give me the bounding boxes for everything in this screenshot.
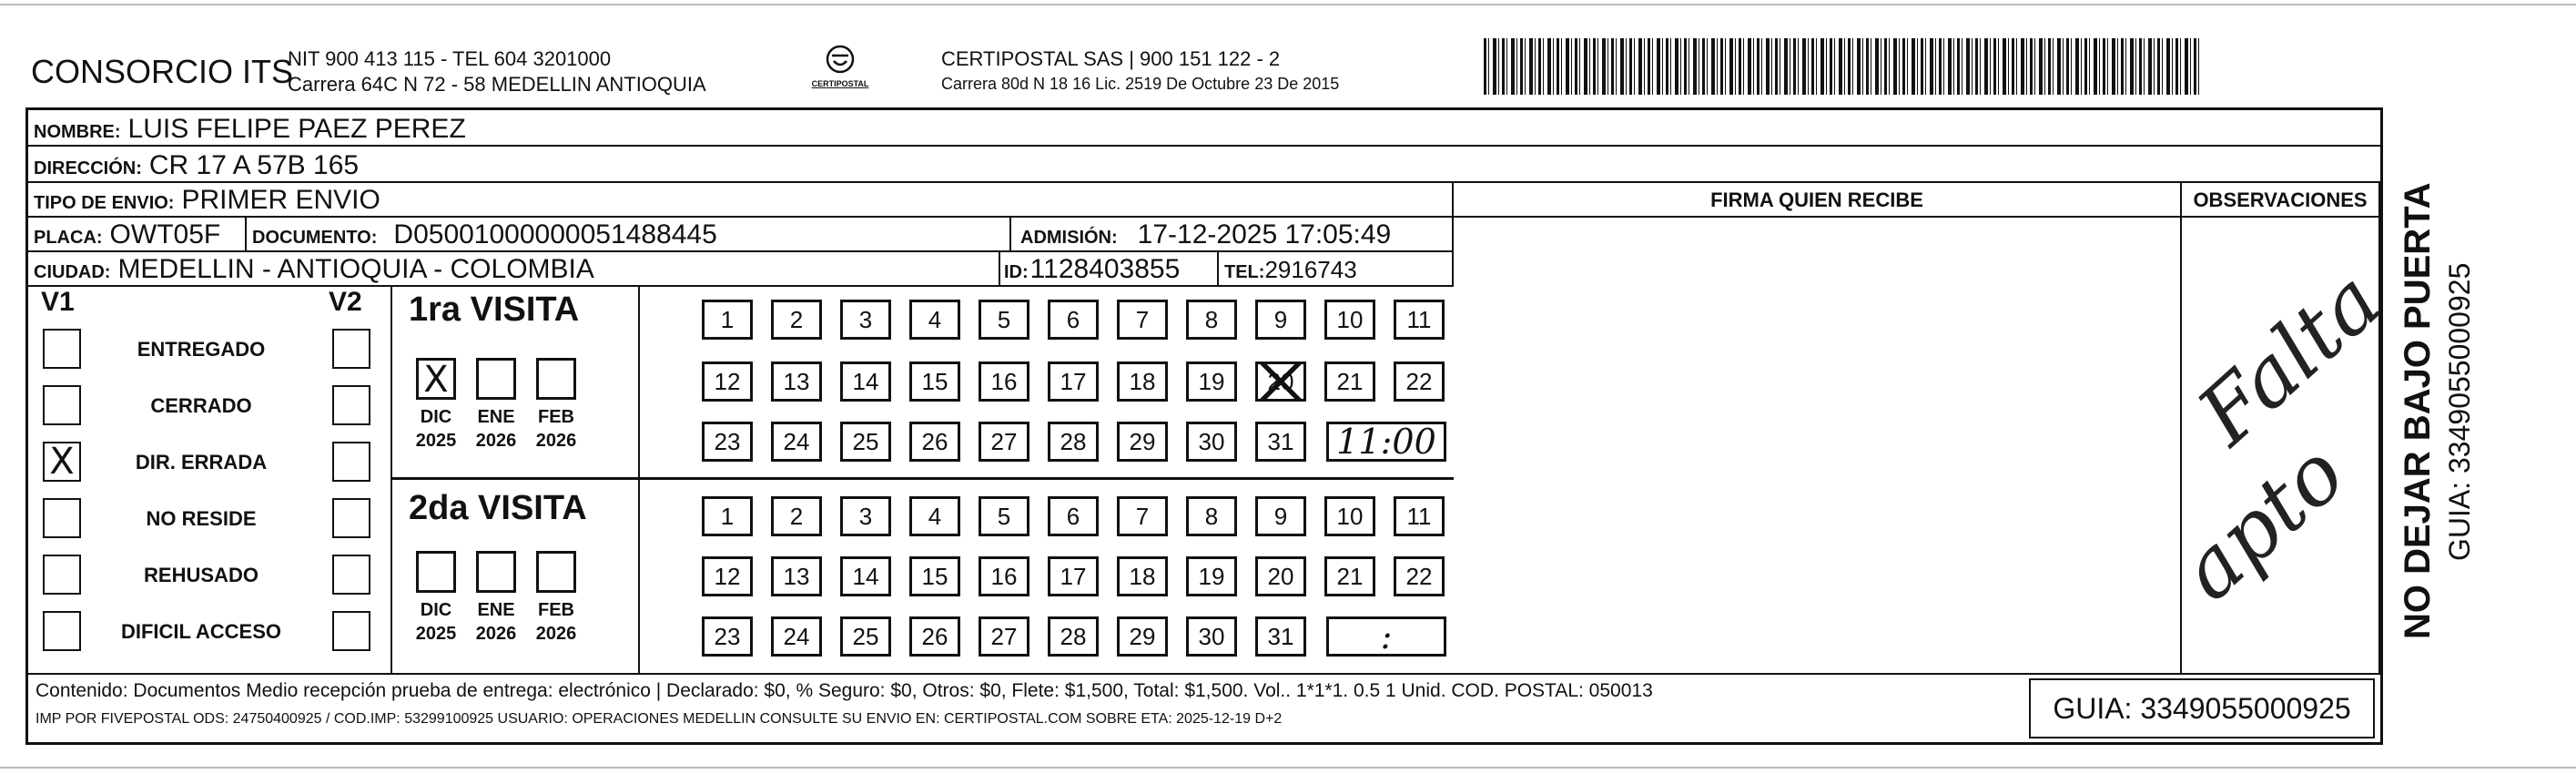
day-box[interactable]: 24 [771, 616, 822, 657]
month-label: ENE [477, 600, 515, 620]
day-box[interactable]: 1 [702, 496, 753, 536]
month-year: 2025 [415, 624, 457, 644]
day-box[interactable]: 19 [1186, 362, 1237, 402]
tipo-label: TIPO DE ENVIO: [34, 193, 175, 213]
day-box[interactable]: 27 [979, 422, 1029, 462]
v1-checkbox[interactable] [43, 555, 81, 595]
documento-cell [247, 218, 1011, 250]
side-warning: NO DEJAR BAJO PUERTA [2398, 182, 2438, 639]
month-year: 2026 [535, 624, 577, 644]
month-label: DIC [420, 600, 452, 620]
id-value: 1128403855 [1029, 254, 1181, 284]
day-box[interactable]: 29 [1117, 616, 1168, 657]
handwritten-note-line1: Falta [2180, 253, 2399, 463]
first-visit-title: 1ra VISITA [409, 290, 580, 329]
placa-value: OWT05F [109, 219, 221, 250]
day-box[interactable]: 5 [979, 496, 1029, 536]
day-box[interactable]: 3 [840, 300, 891, 340]
month-label: ENE [477, 407, 515, 427]
top-rule [0, 4, 2576, 5]
tipo-value: PRIMER ENVIO [181, 185, 380, 215]
ciudad-value: MEDELLIN - ANTIOQUIA - COLOMBIA [117, 254, 594, 284]
bottom-rule [0, 767, 2576, 769]
company-address: Carrera 64C N 72 - 58 MEDELLIN ANTIOQUIA [288, 73, 706, 96]
day-box[interactable]: 18 [1117, 556, 1168, 596]
row-tipo [28, 183, 1454, 218]
row-nombre [28, 110, 2380, 147]
day-box[interactable]: 13 [771, 556, 822, 596]
day-box[interactable]: 7 [1117, 300, 1168, 340]
handwritten-note-line2: apto [2162, 425, 2363, 619]
day-box[interactable]: 18 [1117, 362, 1168, 402]
certipostal-line: CERTIPOSTAL SAS | 900 151 122 - 2 [941, 47, 1281, 70]
v1-checkbox[interactable] [43, 611, 81, 651]
day-box[interactable]: 23 [702, 422, 753, 462]
v2-label: V2 [329, 287, 362, 317]
row-placa [28, 218, 1454, 252]
documento-label: DOCUMENTO: [252, 228, 378, 248]
day-box[interactable]: 21 [1324, 362, 1375, 402]
month-checkbox[interactable] [536, 358, 576, 400]
company-nit-tel: NIT 900 413 115 - TEL 604 3201000 [288, 47, 612, 70]
day-box[interactable]: 29 [1117, 422, 1168, 462]
firma-label: FIRMA QUIEN RECIBE [1710, 188, 1923, 211]
status-label: DIR. ERRADA [135, 451, 268, 474]
day-box[interactable]: 17 [1048, 362, 1099, 402]
v2-checkbox[interactable] [332, 611, 370, 651]
tel-cell [1219, 252, 1357, 285]
day-box[interactable]: 22 [1394, 556, 1445, 596]
side-guia: GUIA: 3349055000925 [2443, 262, 2476, 561]
ciudad-cell [28, 252, 1000, 285]
tel-label: TEL: [1224, 262, 1265, 282]
month-label: FEB [538, 407, 574, 427]
day-box[interactable]: 11 [1394, 300, 1445, 340]
admision-value: 17-12-2025 17:05:49 [1137, 219, 1392, 250]
day-box[interactable]: 10 [1324, 496, 1375, 536]
footer-imp: IMP POR FIVEPOSTAL ODS: 24750400925 / COD.IMP: 53299100925 USUARIO: OPERACIONES MEDELLIN CONSULTE SU ENVIO EN: CERTIPOSTAL.COM SOBRE ETA: 2025-12-19 D+2 [35, 711, 1283, 727]
day-box[interactable]: 9 [1255, 496, 1306, 536]
day-box[interactable]: 30 [1186, 422, 1237, 462]
day-box[interactable]: 16 [979, 362, 1029, 402]
v2-checkbox[interactable] [332, 498, 370, 538]
day-box[interactable]: 9 [1255, 300, 1306, 340]
v2-checkbox[interactable] [332, 555, 370, 595]
v2-checkbox[interactable] [332, 442, 370, 482]
v1-checkbox[interactable] [43, 498, 81, 538]
day-box[interactable]: 4 [909, 300, 960, 340]
month-checkbox[interactable] [476, 551, 516, 593]
status-label: ENTREGADO [137, 338, 266, 361]
certipostal-logo-text: CERTIPOSTAL [811, 79, 869, 88]
firma-header [1454, 183, 2182, 218]
status-label: NO RESIDE [146, 507, 257, 530]
footer-contenido: Contenido: Documentos Medio recepción prueba de entrega: electrónico | Declarado: $0, % Seguro: $0, Otros: $0, Flete: $1,500, Total: $1,500. Vol.. 1*1*1. 0.5 1 Unid. COD. POSTAL: 050013 [35, 680, 1653, 701]
placa-label: PLACA: [34, 228, 103, 248]
day-box[interactable]: 31 [1255, 422, 1306, 462]
day-box[interactable]: 28 [1048, 616, 1099, 657]
ciudad-label: CIUDAD: [34, 262, 111, 282]
observaciones-header [2182, 183, 2380, 218]
day-box[interactable]: 20 [1255, 362, 1306, 402]
certipostal-logo [808, 44, 872, 102]
month-checkbox[interactable] [536, 551, 576, 593]
day-box[interactable]: 12 [702, 556, 753, 596]
day-box[interactable]: 6 [1048, 300, 1099, 340]
tel-value: 2916743 [1264, 256, 1357, 283]
v1-checkbox[interactable]: X [43, 442, 81, 482]
day-box[interactable]: 25 [840, 616, 891, 657]
day-box[interactable]: 26 [909, 616, 960, 657]
observaciones-label: OBSERVACIONES [2193, 188, 2368, 211]
month-label: DIC [420, 407, 452, 427]
status-label: REHUSADO [144, 564, 259, 586]
day-box[interactable]: 16 [979, 556, 1029, 596]
footer-guia: GUIA: 3349055000925 [2053, 692, 2351, 725]
month-year: 2025 [415, 431, 457, 451]
month-year: 2026 [475, 624, 517, 644]
time-box[interactable]: 11:00 [1326, 422, 1446, 462]
admision-cell [1011, 218, 1391, 250]
day-box[interactable]: 17 [1048, 556, 1099, 596]
day-box[interactable]: 12 [702, 362, 753, 402]
day-box[interactable]: 15 [909, 556, 960, 596]
second-visit-title: 2da VISITA [409, 489, 587, 527]
month-year: 2026 [535, 431, 577, 451]
day-box[interactable]: 23 [702, 616, 753, 657]
day-box[interactable]: 22 [1394, 362, 1445, 402]
month-checkbox[interactable] [416, 551, 456, 593]
day-box[interactable]: 6 [1048, 496, 1099, 536]
footer-guia-box [2029, 678, 2375, 738]
status-label: CERRADO [150, 394, 252, 417]
row-direccion [28, 147, 2380, 183]
form-frame [25, 107, 2399, 745]
day-box[interactable]: 14 [840, 556, 891, 596]
nombre-label: NOMBRE: [34, 122, 121, 142]
day-box[interactable]: 24 [771, 422, 822, 462]
day-box[interactable]: 3 [840, 496, 891, 536]
first-visit-section [392, 287, 1454, 480]
day-box[interactable]: 26 [909, 422, 960, 462]
firma-area[interactable] [1454, 218, 2182, 673]
day-box[interactable]: 2 [771, 496, 822, 536]
month-year: 2026 [475, 431, 517, 451]
admision-label: ADMISIÓN: [1020, 228, 1118, 248]
v2-checkbox[interactable] [332, 385, 370, 425]
placa-cell [28, 218, 247, 250]
footer [28, 673, 2380, 742]
day-box[interactable]: 4 [909, 496, 960, 536]
first-visit-divider [638, 287, 640, 477]
v1-checkbox[interactable] [43, 329, 81, 369]
direccion-label: DIRECCIÓN: [34, 158, 142, 178]
day-box[interactable]: 5 [979, 300, 1029, 340]
barcode [1484, 38, 2203, 95]
documento-value: D05001000000051488445 [393, 219, 717, 250]
v1-label: V1 [41, 287, 75, 317]
certipostal-address: Carrera 80d N 18 16 Lic. 2519 De Octubre 23 De 2015 [941, 75, 1340, 93]
day-box[interactable]: 19 [1186, 556, 1237, 596]
day-box[interactable]: 2 [771, 300, 822, 340]
status-label: DIFICIL ACCESO [120, 620, 281, 643]
month-label: FEB [538, 600, 574, 620]
day-box[interactable]: 15 [909, 362, 960, 402]
v2-checkbox[interactable] [332, 329, 370, 369]
day-box[interactable]: 10 [1324, 300, 1375, 340]
day-box[interactable]: 31 [1255, 616, 1306, 657]
company-name: CONSORCIO ITS [31, 53, 294, 90]
day-box[interactable]: 30 [1186, 616, 1237, 657]
nombre-value: LUIS FELIPE PAEZ PEREZ [127, 114, 466, 144]
second-visit-section [392, 480, 1454, 673]
day-box[interactable]: 1 [702, 300, 753, 340]
time-box[interactable]: : [1326, 616, 1446, 657]
day-box[interactable]: 7 [1117, 496, 1168, 536]
id-cell [1000, 252, 1219, 285]
row-ciudad [28, 252, 1454, 287]
direccion-value: CR 17 A 57B 165 [148, 150, 360, 180]
day-box[interactable]: 20 [1255, 556, 1306, 596]
month-checkbox[interactable] [476, 358, 516, 400]
second-visit-divider [638, 480, 640, 673]
day-box[interactable]: 13 [771, 362, 822, 402]
day-box[interactable]: 21 [1324, 556, 1375, 596]
day-box[interactable]: 14 [840, 362, 891, 402]
month-checkbox[interactable]: X [416, 358, 456, 400]
day-box[interactable]: 28 [1048, 422, 1099, 462]
day-box[interactable]: 11 [1394, 496, 1445, 536]
certipostal-seal-icon [822, 44, 858, 75]
day-box[interactable]: 8 [1186, 300, 1237, 340]
v1-checkbox[interactable] [43, 385, 81, 425]
status-section [28, 287, 392, 673]
day-box[interactable]: 27 [979, 616, 1029, 657]
id-label: ID: [1004, 262, 1029, 282]
day-box[interactable]: 8 [1186, 496, 1237, 536]
day-box[interactable]: 25 [840, 422, 891, 462]
